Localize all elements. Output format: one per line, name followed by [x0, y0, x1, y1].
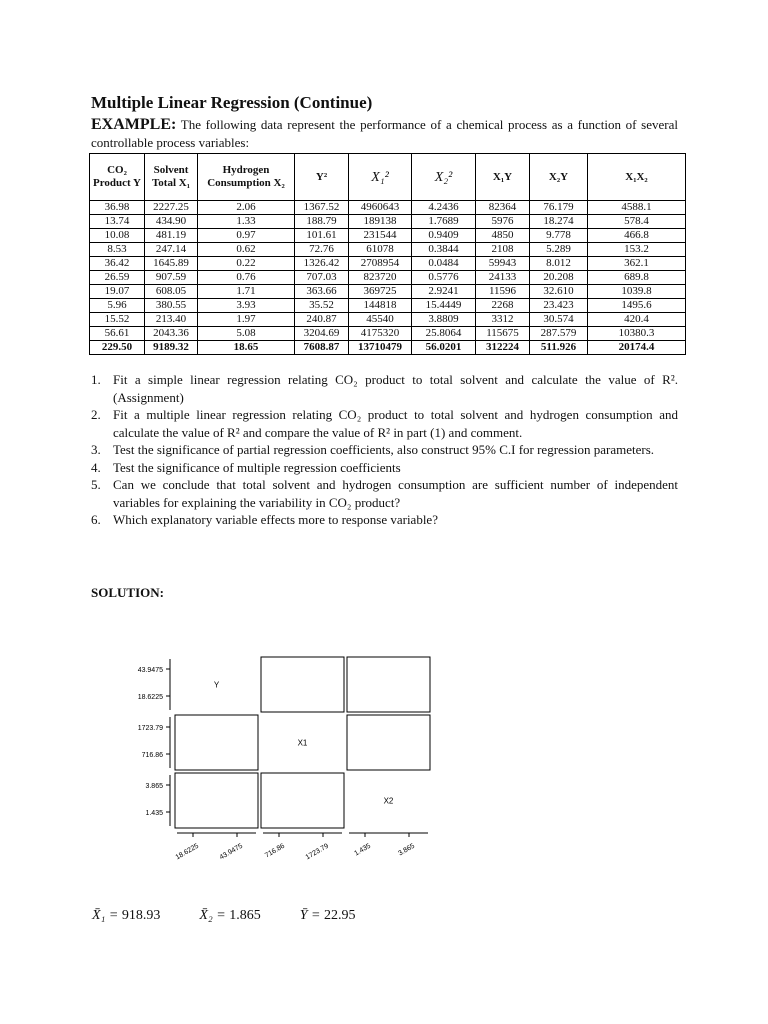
table-cell: 231544 [349, 229, 412, 243]
table-cell: 2.9241 [412, 285, 476, 299]
diag-label: X2 [383, 796, 394, 806]
table-cell: 4.2436 [412, 201, 476, 215]
table-totals-row [90, 341, 686, 355]
table-cell: 36.42 [90, 257, 145, 271]
col-header: Y² [295, 154, 349, 201]
col-header: X₁² [349, 154, 412, 201]
table-cell: 2.06 [198, 201, 295, 215]
diag-label: X1 [297, 738, 308, 748]
table-cell: 2227.25 [145, 201, 198, 215]
table-row [90, 327, 686, 341]
means-line [92, 908, 355, 924]
x-tick-label: 43.9475 [218, 842, 244, 862]
table-total-cell: 7608.87 [295, 341, 349, 355]
table-cell: 61078 [349, 243, 412, 257]
table-cell: 0.0484 [412, 257, 476, 271]
table-cell: 23.423 [530, 299, 588, 313]
table-cell: 0.5776 [412, 271, 476, 285]
x-tick-label: 1723.79 [304, 842, 330, 862]
col-header: Hydrogen Consumption X₂ [198, 154, 295, 201]
table-cell: 689.8 [588, 271, 686, 285]
table-cell: 4175320 [349, 327, 412, 341]
table-cell: 32.610 [530, 285, 588, 299]
table-total-cell: 56.0201 [412, 341, 476, 355]
scatter-panel [175, 715, 258, 770]
page-title: Multiple Linear Regression (Continue) [91, 93, 373, 112]
table-cell: 380.55 [145, 299, 198, 313]
question-item [91, 476, 678, 511]
question-text: Test the significance of multiple regression coefficients [113, 459, 401, 475]
scatter-panel [261, 773, 344, 828]
table-cell: 5.08 [198, 327, 295, 341]
scatter-panel [347, 715, 430, 770]
table-total-cell: 312224 [476, 341, 530, 355]
question-item [91, 459, 678, 477]
table-cell: 578.4 [588, 215, 686, 229]
table-cell: 36.98 [90, 201, 145, 215]
x1-mean-label: X̄₁ = [92, 908, 119, 923]
table-cell: 362.1 [588, 257, 686, 271]
matrix-plot [120, 650, 440, 875]
table-cell: 907.59 [145, 271, 198, 285]
table-cell: 481.19 [145, 229, 198, 243]
table-cell: 0.62 [198, 243, 295, 257]
table-cell: 1039.8 [588, 285, 686, 299]
table-cell: 153.2 [588, 243, 686, 257]
x-tick-label: 716.86 [263, 842, 286, 860]
table-cell: 10380.3 [588, 327, 686, 341]
col-header: CO₂ Product Y [90, 154, 145, 201]
table-cell: 35.52 [295, 299, 349, 313]
table-row [90, 299, 686, 313]
example-intro [91, 116, 678, 152]
solution-label: SOLUTION: [91, 585, 164, 600]
col-header: X₂Y [530, 154, 588, 201]
table-cell: 8.012 [530, 257, 588, 271]
col-header: X₁X₂ [588, 154, 686, 201]
data-table [89, 153, 686, 355]
table-cell: 3.8809 [412, 313, 476, 327]
table-cell: 1.97 [198, 313, 295, 327]
table-row [90, 201, 686, 215]
table-total-cell: 18.65 [198, 341, 295, 355]
y-mean-label: Ȳ = [299, 908, 321, 923]
x-tick-label: 18.6225 [174, 842, 200, 862]
col-header: Solvent Total X₁ [145, 154, 198, 201]
table-cell: 0.3844 [412, 243, 476, 257]
table-cell: 189138 [349, 215, 412, 229]
table-cell: 10.08 [90, 229, 145, 243]
question-text: Fit a simple linear regression relating CO₂ product to total solvent and calculate the value of R². (Assignment) [113, 372, 678, 405]
table-cell: 0.9409 [412, 229, 476, 243]
table-cell: 59943 [476, 257, 530, 271]
table-cell: 18.274 [530, 215, 588, 229]
question-number: 5. [91, 477, 101, 492]
example-label: EXAMPLE: [91, 116, 177, 133]
question-text: Test the significance of partial regression coefficients, also construct 95% C.I for regression parameters. [113, 442, 655, 457]
scatter-panel [347, 657, 430, 712]
question-text: Which explanatory variable effects more to response variable? [113, 512, 438, 527]
table-cell: 369725 [349, 285, 412, 299]
y-tick-label: 1.435 [145, 810, 163, 817]
scatter-panel [175, 773, 258, 828]
table-cell: 5.96 [90, 299, 145, 313]
question-number: 4. [91, 459, 101, 475]
table-cell: 1645.89 [145, 257, 198, 271]
question-item [91, 371, 678, 406]
table-cell: 26.59 [90, 271, 145, 285]
table-cell: 0.22 [198, 257, 295, 271]
table-cell: 4960643 [349, 201, 412, 215]
table-row [90, 243, 686, 257]
question-item [91, 441, 678, 459]
table-cell: 0.97 [198, 229, 295, 243]
table-cell: 30.574 [530, 313, 588, 327]
table-cell: 4588.1 [588, 201, 686, 215]
table-row [90, 257, 686, 271]
table-cell: 115675 [476, 327, 530, 341]
col-header: X₂² [412, 154, 476, 201]
table-total-cell: 20174.4 [588, 341, 686, 355]
table-cell: 56.61 [90, 327, 145, 341]
table-cell: 101.61 [295, 229, 349, 243]
table-cell: 8.53 [90, 243, 145, 257]
table-cell: 1.71 [198, 285, 295, 299]
x2-mean-value: 1.865 [229, 908, 261, 923]
table-cell: 13.74 [90, 215, 145, 229]
table-cell: 1367.52 [295, 201, 349, 215]
table-cell: 4850 [476, 229, 530, 243]
table-cell: 420.4 [588, 313, 686, 327]
table-cell: 466.8 [588, 229, 686, 243]
table-cell: 2708954 [349, 257, 412, 271]
table-cell: 144818 [349, 299, 412, 313]
table-cell: 3204.69 [295, 327, 349, 341]
x-tick-label: 3.865 [397, 842, 416, 858]
table-cell: 188.79 [295, 215, 349, 229]
table-row [90, 271, 686, 285]
table-cell: 434.90 [145, 215, 198, 229]
table-cell: 363.66 [295, 285, 349, 299]
question-item [91, 406, 678, 441]
table-header-row [90, 154, 686, 201]
table-cell: 5.289 [530, 243, 588, 257]
y-tick-label: 18.6225 [137, 694, 163, 701]
table-cell: 1.33 [198, 215, 295, 229]
table-cell: 5976 [476, 215, 530, 229]
question-number: 1. [91, 372, 101, 387]
table-total-cell: 9189.32 [145, 341, 198, 355]
table-cell: 287.579 [530, 327, 588, 341]
question-number: 6. [91, 512, 101, 527]
question-item [91, 511, 678, 529]
table-cell: 240.87 [295, 313, 349, 327]
table-cell: 213.40 [145, 313, 198, 327]
table-total-cell: 511.926 [530, 341, 588, 355]
table-row [90, 313, 686, 327]
table-cell: 1326.42 [295, 257, 349, 271]
question-list [91, 371, 678, 529]
table-cell: 2043.36 [145, 327, 198, 341]
y-tick-label: 43.9475 [137, 667, 163, 674]
table-cell: 707.03 [295, 271, 349, 285]
x1-mean-value: 918.93 [121, 908, 161, 923]
table-cell: 82364 [476, 201, 530, 215]
table-cell: 2108 [476, 243, 530, 257]
example-text: The following data represent the performance of a chemical process as a function of several controllable process variables: [91, 117, 678, 150]
table-cell: 2268 [476, 299, 530, 313]
table-cell: 1495.6 [588, 299, 686, 313]
table-row [90, 285, 686, 299]
table-cell: 1.7689 [412, 215, 476, 229]
diag-label: Y [213, 680, 220, 690]
question-number: 3. [91, 442, 101, 457]
table-cell: 15.52 [90, 313, 145, 327]
table-cell: 72.76 [295, 243, 349, 257]
table-cell: 25.8064 [412, 327, 476, 341]
col-header: X₁Y [476, 154, 530, 201]
table-cell: 247.14 [145, 243, 198, 257]
table-cell: 45540 [349, 313, 412, 327]
y-tick-label: 1723.79 [137, 725, 163, 732]
table-total-cell: 13710479 [349, 341, 412, 355]
table-row [90, 215, 686, 229]
table-total-cell: 229.50 [90, 341, 145, 355]
table-row [90, 229, 686, 243]
question-text: Fit a multiple linear regression relating CO₂ product to total solvent and hydrogen consumption and calculate the value of R² and compare the value of R² in part (1) and comment. [113, 407, 678, 440]
table-cell: 11596 [476, 285, 530, 299]
x2-mean-label: X̄₂ = [199, 908, 226, 923]
y-tick-label: 3.865 [145, 783, 163, 790]
question-number: 2. [91, 407, 101, 422]
table-cell: 19.07 [90, 285, 145, 299]
table-cell: 9.778 [530, 229, 588, 243]
table-cell: 608.05 [145, 285, 198, 299]
table-cell: 823720 [349, 271, 412, 285]
y-tick-label: 716.86 [141, 752, 163, 759]
x-tick-label: 1.435 [353, 842, 372, 858]
table-cell: 3.93 [198, 299, 295, 313]
table-cell: 0.76 [198, 271, 295, 285]
y-mean-value: 22.95 [323, 908, 356, 923]
table-cell: 20.208 [530, 271, 588, 285]
table-cell: 3312 [476, 313, 530, 327]
table-cell: 76.179 [530, 201, 588, 215]
table-cell: 24133 [476, 271, 530, 285]
question-text: Can we conclude that total solvent and hydrogen consumption are sufficient number of independent variables for explaining the variability in CO₂ product? [113, 477, 678, 510]
scatter-panel [261, 657, 344, 712]
table-cell: 15.4449 [412, 299, 476, 313]
